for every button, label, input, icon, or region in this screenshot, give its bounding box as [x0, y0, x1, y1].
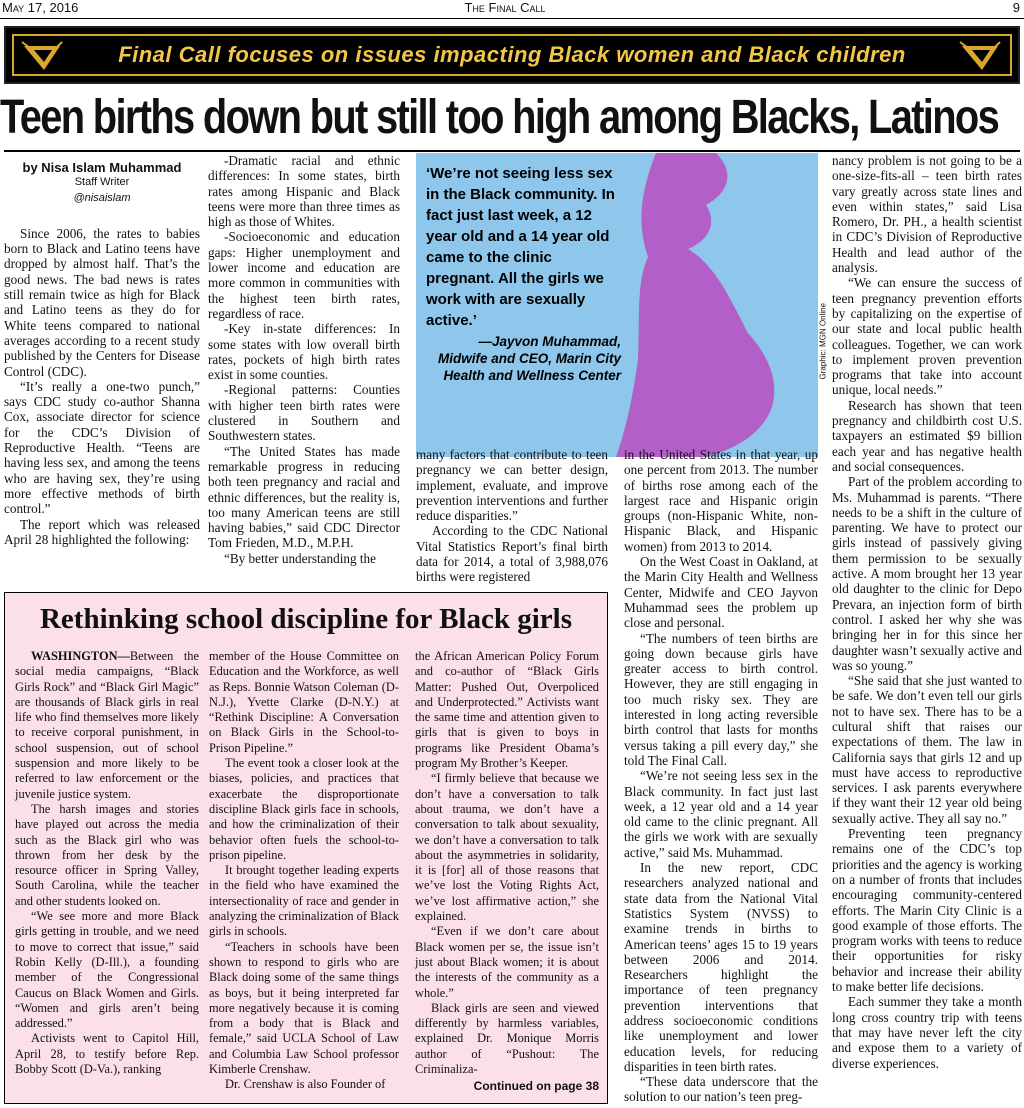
paragraph: WASHINGTON—Between the social media campaigns, “Black Girls Rock” and “Black Girl Magic” are thousands of Black girls in real life who find themselves more likely to receive corporal punishment, in school suspension, out of school suspension and more likely to be referred to law enforcement or the juvenile justice system. [15, 649, 199, 801]
byline-handle: @nisaislam [73, 191, 131, 204]
pull-quote [426, 163, 621, 384]
paragraph: “We’re not seeing less sex in the Black community. In fact just last week, a 12 year old and a 14 year old came to the clinic pregnant. All the girls we work with are sexually active,” said Ms. Muhammad. [624, 768, 818, 860]
paragraph: the African American Policy Forum and co-author of “Black Girls Matter: Pushed Out, Overpoliced and Underprotected.” Activists want the same time and attention given to girls that is given to boys in programs like President Obama’s program My Brother’s Keeper. [415, 649, 599, 771]
paragraph: “We can ensure the success of teen pregnancy prevention efforts by capitalizing on the expertise of our state and local public health colleagues. Together, we can work to implement proven prevention programs that take into account unique, local needs.” [832, 275, 1022, 398]
article-column-2 [208, 153, 400, 588]
pull-quote-attribution: —Jayvon Muhammad, Midwife and CEO, Marin City Health and Wellness Center [437, 334, 621, 383]
paragraph: On the West Coast in Oakland, at the Marin City Health and Wellness Center, Midwife and CEO Jayvon Muhammad sees the problem up close and personal. [624, 554, 818, 631]
banner-text: Final Call focuses on issues impacting Black women and Black children [118, 42, 906, 67]
page-header [0, 0, 1024, 19]
emblem-left-icon [22, 40, 64, 74]
paragraph: The harsh images and stories have played out across the media such as the Black girl who was thrown from her desk by the resource officer in Spring Valley, South Carolina, while the teacher and other students looked on. [15, 801, 199, 908]
sidebar-title: Rethinking school discipline for Black girls [39, 603, 572, 635]
paragraph: -Socioeconomic and education gaps: Higher unemployment and lower income and education are more common in communities with the highest teen birth rates, regardless of race. [208, 229, 400, 321]
paragraph: “She said that she just wanted to be safe. We don’t even tell our girls not to have sex. There has to be a cultural shift that raises our expectations of them. The law in California says that girls 12 and up must have access to reproductive services. I ask parents everywhere if they want their 12 year old being sexually active. They all say no.” [832, 673, 1022, 826]
paragraph: “The United States has made remarkable progress in reducing both teen pregnancy and racial and ethnic differences, but the reality is, too many American teens are still having babies,” said CDC Director Tom Frieden, M.D., M.P.H. [208, 443, 400, 551]
article-column-3 [416, 447, 608, 587]
pull-quote-graphic [416, 153, 827, 457]
paragraph: The report which was released April 28 highlighted the following: [4, 516, 200, 547]
paragraph: in the United States in that year, up one percent from 2013. The number of births rose among each of the largest race and Hispanic origin groups (non-Hispanic White, non-Hispanic Black, and Hispanic women) from 2013 to 2014. [624, 447, 818, 554]
paragraph: -Regional patterns: Counties with higher teen birth rates were clustered in Southern and Southwestern states. [208, 382, 400, 444]
byline-role: Staff Writer [74, 176, 130, 189]
paragraph: “I firmly believe that because we don’t have a conversation to talk about trauma, we don’t have a conversation to talk about sexuality, we don’t have a conversation to talk about the asymmetries in solidarity, it is [for] all of those reasons that we’ve lost the Voting Rights Act, we’ve lost affirmative action,” she explained. [415, 771, 599, 924]
paragraph: Part of the problem according to Ms. Muhammad is parents. “There needs to be a shift in the culture of parenting. We have to protect our girls instead of passively giving them permission to be sexually active. A mom brought her 13 year old daughter to the clinic for Depo Prevara, an injection form of birth control. I asked her why she was bringing her in for this since her daughter wasn’t sexually active and was so young.” [832, 474, 1022, 673]
photo-credit: Graphic: MGN Online [818, 303, 827, 380]
byline-author: by Nisa Islam Muhammad [22, 160, 182, 175]
paragraph: Dr. Crenshaw is also Founder of [225, 1077, 386, 1092]
section-banner [4, 26, 1020, 84]
article-column-1 [4, 160, 200, 590]
paragraph: “Even if we don’t care about Black women per se, the issue isn’t just about Black women; it is about the interests of the community as a whole.” [415, 924, 599, 1000]
headline: Teen births down but still too high among Blacks, Latinos [0, 91, 999, 144]
pull-quote-text: ‘We’re not seeing less sex in the Black community. In fact just last week, a 12 year old and a 14 year old came to the clinic pregnant. All the girls we work with are sexually active.’ [426, 165, 615, 329]
byline [4, 160, 200, 206]
sidebar-column-1 [15, 649, 199, 1099]
paragraph: “We see more and more Black girls getting in trouble, and we need to move to correct that issue,” said Robin Kelly (D-Ill.), a founding member of the Congressional Caucus on Black Women and Girls. “Women and girls aren’t being addressed.” [15, 909, 199, 1031]
emblem-right-icon [960, 40, 1002, 74]
paragraph: Preventing teen pregnancy remains one of the CDC’s top priorities and the agency is working on a number of fronts that includes encouraging community-centered efforts. The Marin City Clinic is a good example of those efforts. The program works with teens to reduce their opportunities for risky behavior and increase their ability to make better life decisions. [832, 826, 1022, 995]
paragraph: Activists went to Capitol Hill, April 28, to testify before Rep. Bobby Scott (D-Va.), ranking [15, 1031, 199, 1077]
page-number: 9 [1012, 0, 1020, 15]
paragraph: -Dramatic racial and ethnic differences: In some states, birth rates among Hispanic and Black teens were more than three times as high as those of Whites. [208, 153, 400, 230]
dateline: WASHINGTON— [31, 649, 130, 663]
headline-rule [4, 150, 1020, 152]
issue-date: May 17, 2016 [2, 0, 79, 15]
paragraph: Since 2006, the rates to babies born to Black and Latino teens have dropped by almost half. That’s the good news. The bad news is rates still remain twice as high for Black and Latino teens as they do for White teens compared to national averages according to a recent study published by the Centers for Disease Control (CDC). [4, 225, 200, 379]
paragraph: The event took a closer look at the biases, policies, and practices that exacerbate the disproportionate discipline Black girls face in schools, and how the criminalization of their behavior often fuels the school-to-prison pipeline. [209, 756, 399, 862]
paragraph: member of the House Committee on Education and the Workforce, as well as Reps. Bonnie Watson Coleman (D-N.J.), Yvette Clarke (D-N.Y.) at “Rethink Discipline: A Conversation on Black Girls in the School-to-Prison Pipeline.” [209, 649, 399, 755]
paragraph: “By better understanding the [224, 550, 376, 566]
paragraph: Research has shown that teen pregnancy and childbirth cost U.S. taxpayers an estimated $9 billion each year and has negative health and social consequences. [832, 397, 1022, 474]
article-column-4 [624, 447, 818, 1105]
sidebar-column-2 [209, 649, 399, 1099]
article-column-5 [832, 153, 1022, 1105]
paragraph: “These data underscore that the solution to our nation’s teen preg- [624, 1074, 818, 1105]
paragraph: nancy problem is not going to be a one-size-fits-all – teen birth rates vary greatly across state lines and even within states,” said Lisa Romero, Dr. PH., a health scientist in CDC’s Division of Reproductive Health and lead author of the analysis. [832, 153, 1022, 276]
sidebar-story [4, 592, 608, 1104]
paragraph: Black girls are seen and viewed differently by harmless variables, explained Dr. Monique Morris author of “Pushout: The Criminaliza- [415, 1000, 599, 1077]
paragraph: Each summer they take a month long cross country trip with teens that may have never left the city and expose them to a variety of diverse experiences. [832, 994, 1022, 1071]
paragraph: “Teachers in schools have been shown to respond to girls who are Black doing some of the same things as boys, but it being interpreted far more negatively because it is coming from a body that is Black and female,” said UCLA School of Law and Columbia Law School professor Kimberle Crenshaw. [209, 939, 399, 1077]
paragraph: “It’s really a one-two punch,” says CDC study co-author Shanna Cox, associate director for science for the CDC’s Division of Reproductive Health. “Teens are having less sex, and among the teens who are having sex, they’re using more effective methods of birth control.” [4, 378, 200, 517]
paper-name: The Final Call [464, 0, 546, 15]
continued-link[interactable]: Continued on page 38 [473, 1079, 599, 1094]
paragraph: It brought together leading experts in the field who have examined the intersectionality of race and gender in analyzing the criminalization of Black girls in schools. [209, 863, 399, 939]
paragraph: According to the CDC National Vital Statistics Report’s final birth data for 2014, a total of 3,988,076 births were registered [416, 523, 608, 585]
paragraph: In the new report, CDC researchers analyzed national and state data from the National Vital Statistics System (NVSS) to examine trends in births to American teens’ ages 15 to 19 years between 2006 and 2014. Researchers highlight the importance of teen pregnancy prevention interventions that address socioeconomic conditions like unemployment and lower education levels, for reducing disparities in teen birth rates. [624, 860, 818, 1074]
sidebar-column-3 [415, 649, 599, 1099]
paragraph: -Key in-state differences: In some states with low overall birth rates, pockets of high birth rates exist in some counties. [208, 321, 400, 383]
paragraph: many factors that contribute to teen pregnancy we can better design, implement, evaluate, and improve prevention interventions and further reduce disparities.” [416, 447, 608, 524]
paragraph: “The numbers of teen births are going down because girls have greater access to birth control. However, they are still engaging in too much risky sex. They are interested in long acting reversible birth control that lasts for months versus taking a pill every day,” she told The Final Call. [624, 630, 818, 768]
